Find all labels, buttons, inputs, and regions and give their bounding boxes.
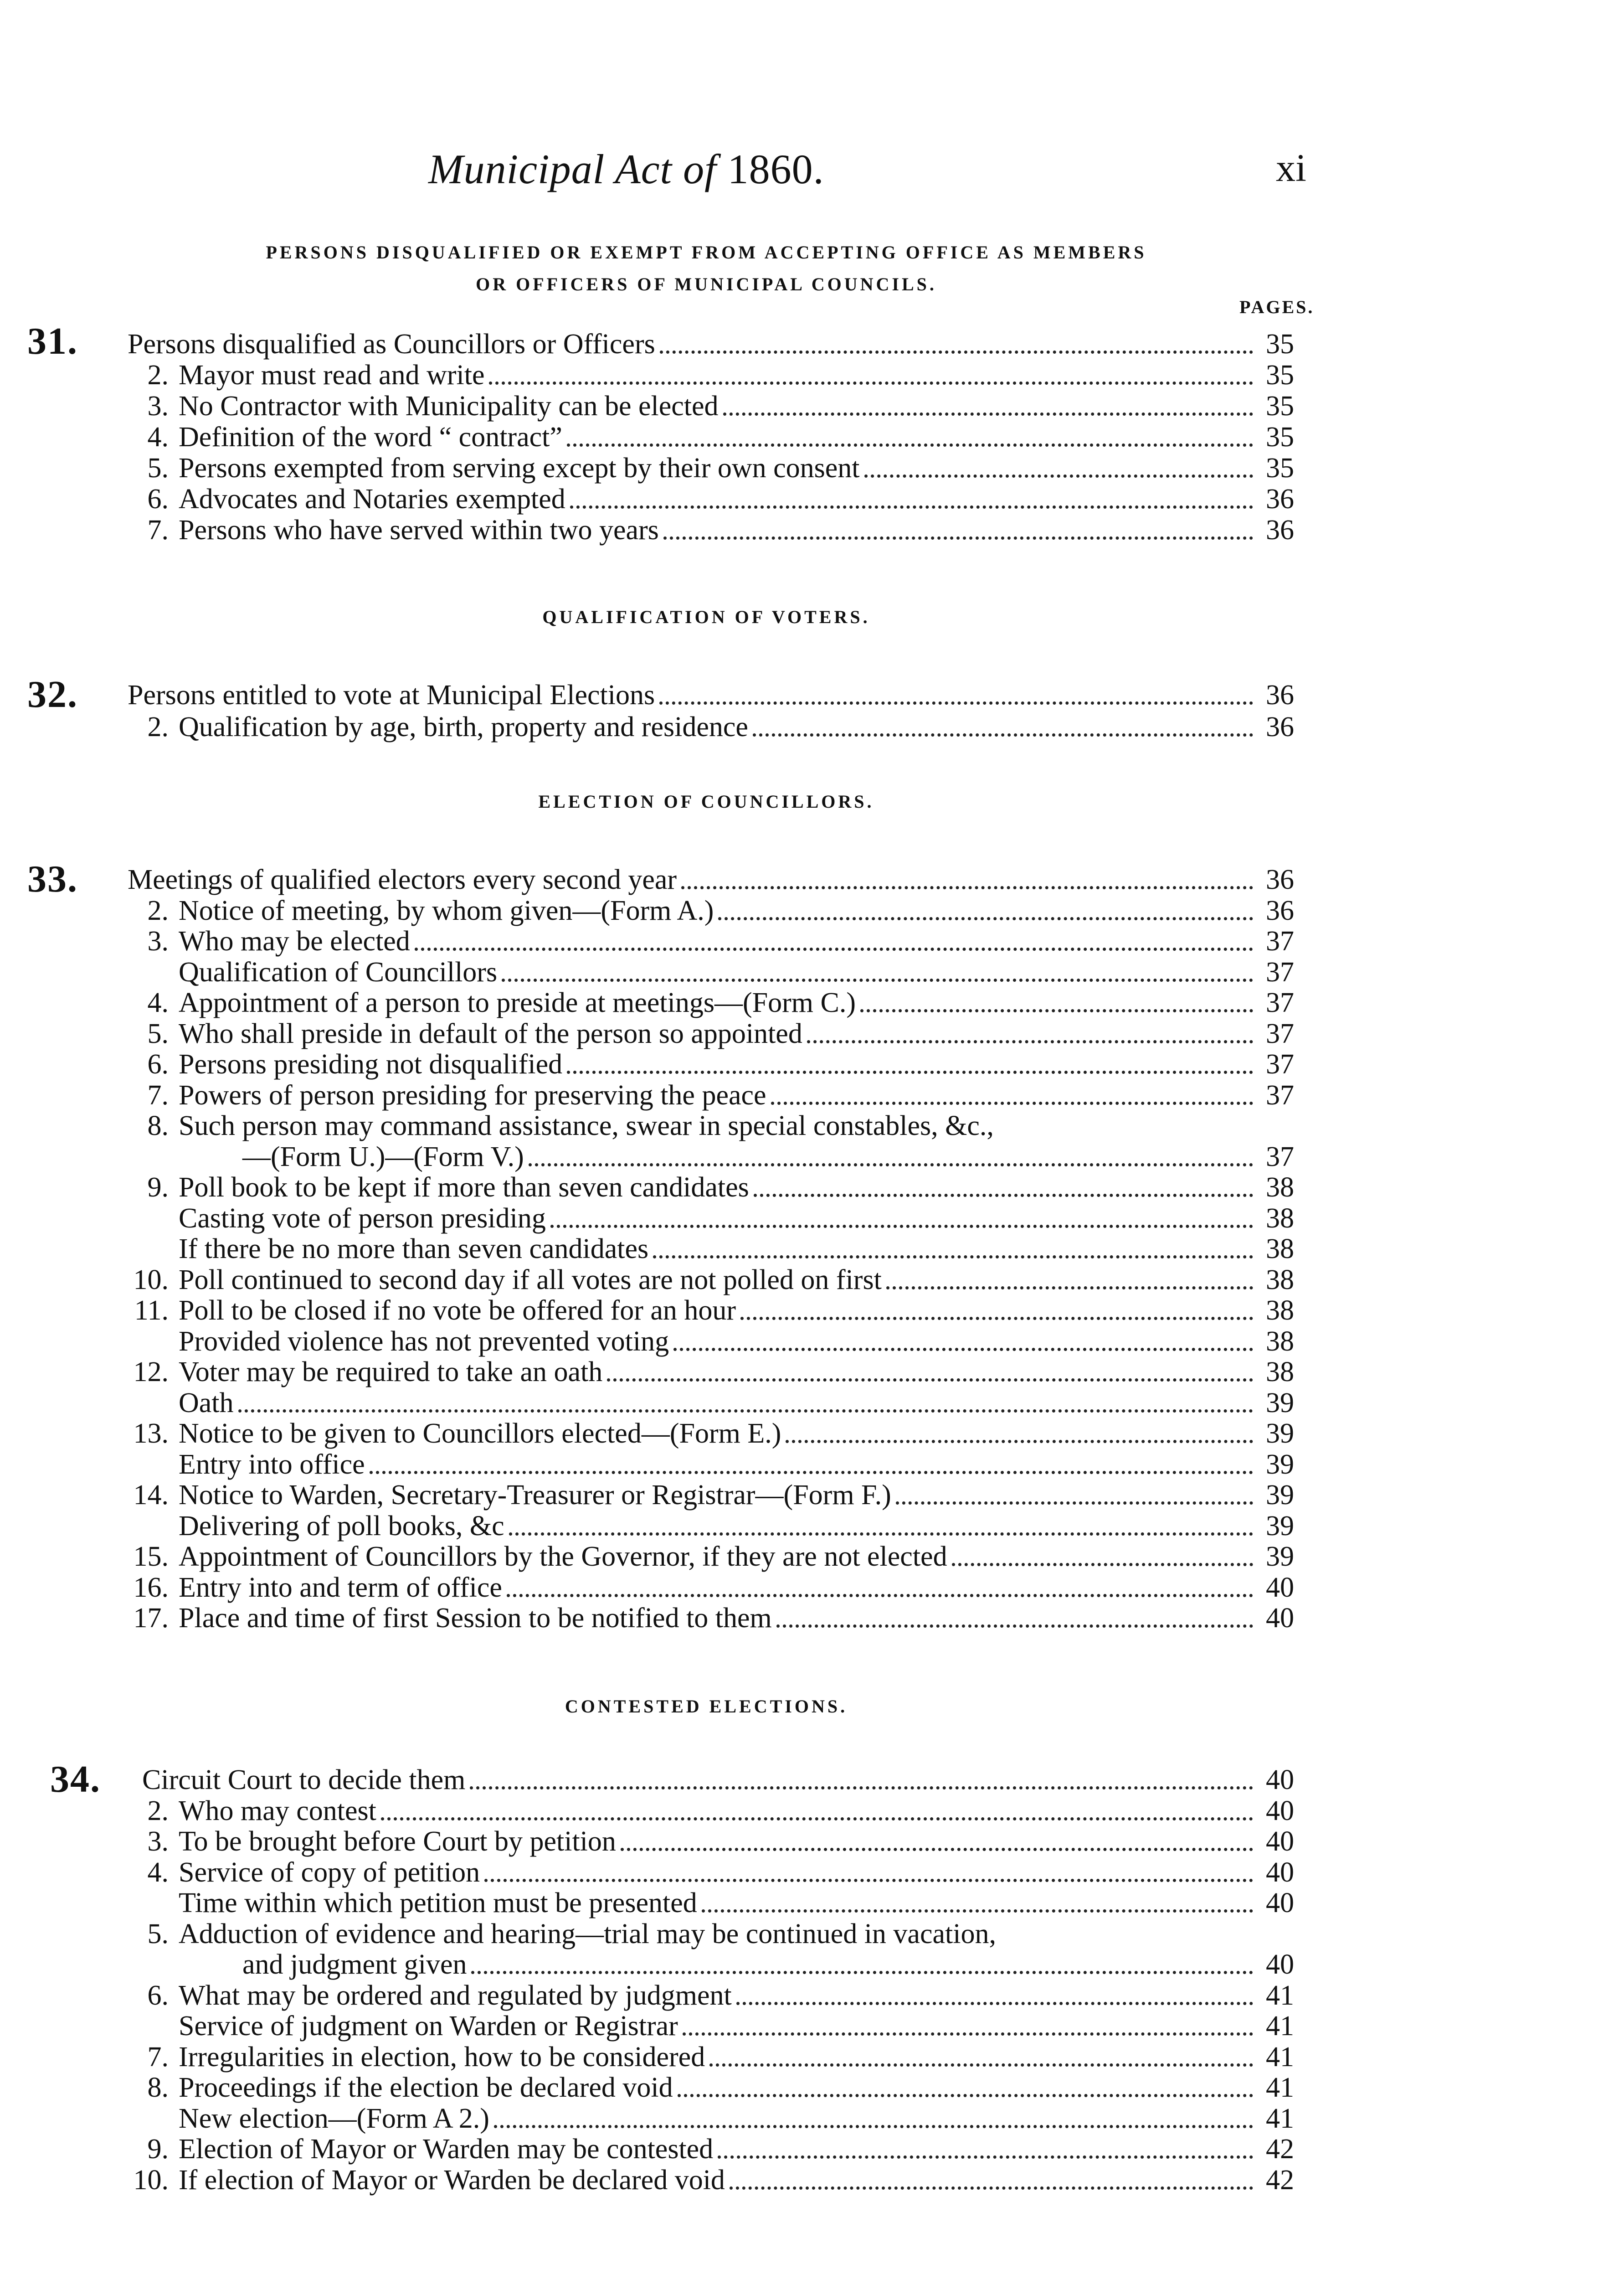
page-reference: 39 [1266, 1449, 1294, 1480]
toc-entry [114, 987, 1294, 1020]
pages-column-label: PAGES. [1239, 297, 1315, 317]
entry-text: Service of judgment on Warden or Registrar [179, 2011, 678, 2042]
page-reference: 40 [1266, 1949, 1294, 1980]
page-reference: 38 [1266, 1264, 1294, 1295]
entry-text: Notice to Warden, Secretary-Treasurer or Registrar—(Form F.) [179, 1480, 891, 1511]
dot-leader [471, 1971, 1253, 1974]
toc-entry [114, 1602, 1294, 1635]
entry-text: Poll to be closed if no vote be offered for an hour [179, 1295, 736, 1326]
running-head-title: Municipal Act of [428, 146, 717, 192]
entry-text: Entry into and term of office [179, 1572, 502, 1603]
dot-leader [567, 443, 1253, 447]
entry-number: 2. [147, 895, 169, 926]
page-reference: 35 [1266, 329, 1294, 360]
toc-entry [114, 1949, 1294, 1981]
toc-entry [114, 1887, 1294, 1920]
toc-entry [114, 1264, 1294, 1297]
section-heading: QUALIFICATION OF VOTERS. [542, 607, 870, 627]
entry-text: Powers of person presiding for preserving the peace [179, 1079, 766, 1111]
toc-entry [114, 895, 1294, 928]
entry-number: 13. [133, 1418, 169, 1449]
entry-text: Persons disqualified as Councillors or Officers [128, 329, 655, 360]
entry-text: Mayor must read and write [179, 360, 485, 391]
toc-entry [114, 328, 1294, 361]
entry-text: and judgment given [242, 1949, 467, 1980]
entry-number: 15. [133, 1541, 169, 1572]
entry-text: Poll continued to second day if all votes are not polled on first [179, 1264, 882, 1295]
entry-text: Who shall preside in default of the person so appointed [179, 1018, 802, 1049]
dot-leader [786, 1440, 1253, 1443]
entry-text: Appointment of Councillors by the Governor, if they are not elected [179, 1541, 947, 1572]
toc-entry [114, 1356, 1294, 1389]
toc-entry [114, 2072, 1294, 2104]
entry-text: Irregularities in election, how to be considered [179, 2041, 705, 2073]
entry-text: Definition of the word “ contract” [179, 422, 562, 453]
dot-leader [683, 2032, 1253, 2036]
entry-text: Poll book to be kept if more than seven candidates [179, 1172, 749, 1203]
entry-number: 5. [147, 1918, 169, 1949]
entry-text: Oath [179, 1387, 234, 1418]
entry-number: 2. [147, 712, 169, 742]
page-reference: 35 [1266, 391, 1294, 422]
entry-text: Circuit Court to decide them [142, 1764, 466, 1795]
page-reference: 37 [1266, 926, 1294, 957]
toc-entry [114, 956, 1294, 989]
toc-entry [114, 1541, 1294, 1573]
toc-entry [114, 1510, 1294, 1543]
page-reference: 35 [1266, 422, 1294, 453]
page-reference: 36 [1266, 680, 1294, 711]
entry-number: 5. [147, 1018, 169, 1049]
section-heading: ELECTION OF COUNCILLORS. [538, 791, 874, 812]
dot-leader [807, 1040, 1253, 1043]
dot-leader [754, 1194, 1253, 1197]
section-heading-continued: OR OFFICERS OF MUNICIPAL COUNCILS. [476, 274, 937, 294]
toc-entry [114, 2010, 1294, 2043]
dot-leader [381, 1817, 1253, 1820]
entry-number: 14. [133, 1480, 169, 1511]
dot-leader [718, 2155, 1253, 2159]
entry-text: Persons presiding not disqualified [179, 1049, 563, 1080]
page-reference: 36 [1266, 515, 1294, 546]
entry-text: Delivering of poll books, &c [179, 1510, 504, 1542]
entry-text: Place and time of first Session to be notified to them [179, 1603, 772, 1634]
dot-leader [702, 1909, 1253, 1913]
page-number: xi [1276, 146, 1306, 190]
page-reference: 37 [1266, 1018, 1294, 1049]
entry-number: 7. [147, 2041, 169, 2073]
page-reference: 37 [1266, 1049, 1294, 1080]
page-reference: 39 [1266, 1418, 1294, 1449]
toc-entry [114, 1048, 1294, 1081]
dot-leader [370, 1471, 1253, 1474]
entry-text: Proceedings if the election be declared void [179, 2072, 673, 2103]
dot-leader [653, 1255, 1253, 1258]
page-reference: 39 [1266, 1387, 1294, 1418]
page-reference: 40 [1266, 1795, 1294, 1826]
dot-leader [736, 2002, 1253, 2005]
toc-entry [114, 1387, 1294, 1420]
page-reference: 35 [1266, 453, 1294, 484]
section-number: 33. [27, 858, 78, 900]
toc-entry [114, 1171, 1294, 1204]
entry-number: 10. [133, 2164, 169, 2196]
dot-leader [860, 1009, 1253, 1012]
section-number: 34. [50, 1758, 101, 1800]
page-reference: 38 [1266, 1356, 1294, 1387]
page-reference: 36 [1266, 864, 1294, 895]
page-reference: 40 [1266, 1764, 1294, 1795]
toc-entry [114, 452, 1294, 485]
dot-leader [415, 948, 1253, 951]
entry-number: 5. [147, 453, 169, 484]
toc-entry [114, 679, 1294, 712]
toc-entry [114, 1764, 1294, 1797]
page-reference: 36 [1266, 895, 1294, 926]
entry-number: 8. [147, 2072, 169, 2103]
dot-leader [681, 886, 1253, 889]
page-reference: 38 [1266, 1233, 1294, 1264]
dot-leader [238, 1409, 1253, 1413]
entry-number: 3. [147, 926, 169, 957]
page-reference: 42 [1266, 2164, 1294, 2196]
entry-number: 6. [147, 1980, 169, 2011]
entry-number: 10. [133, 1264, 169, 1295]
dot-leader [753, 733, 1253, 737]
page-reference: 38 [1266, 1202, 1294, 1234]
entry-text: Entry into office [179, 1449, 365, 1480]
toc-entry [114, 925, 1294, 958]
toc-entry [114, 1418, 1294, 1450]
page-reference: 38 [1266, 1325, 1294, 1357]
toc-entry [114, 390, 1294, 423]
toc-entry [114, 1572, 1294, 1604]
toc-entry [114, 2164, 1294, 2197]
dot-leader [709, 2063, 1253, 2067]
dot-leader [660, 351, 1253, 354]
dot-leader [663, 536, 1253, 540]
entry-text: —(Form U.)—(Form V.) [242, 1141, 524, 1172]
entry-number: 4. [147, 987, 169, 1018]
toc-entry [114, 421, 1294, 454]
dot-leader [678, 2094, 1253, 2097]
toc-entry [114, 1918, 1294, 1951]
entry-number: 6. [147, 484, 169, 515]
entry-text: Qualification by age, birth, property and residence [179, 712, 748, 742]
page-reference: 37 [1266, 987, 1294, 1018]
toc-entry [114, 1479, 1294, 1512]
entry-number: 2. [147, 360, 169, 391]
dot-leader [864, 474, 1253, 478]
toc-entry [114, 1141, 1294, 1174]
dot-leader [502, 979, 1253, 982]
page-reference: 41 [1266, 2041, 1294, 2073]
dot-leader [607, 1378, 1253, 1382]
page-reference: 40 [1266, 1603, 1294, 1634]
toc-entry [114, 1980, 1294, 2012]
dot-leader [489, 382, 1253, 385]
page-reference: 40 [1266, 1887, 1294, 1918]
toc-entry [114, 483, 1294, 516]
entry-text: Appointment of a person to preside at meetings—(Form C.) [179, 987, 856, 1018]
entry-text: Notice of meeting, by whom given—(Form A.) [179, 895, 714, 926]
dot-leader [673, 1348, 1253, 1351]
entry-text: If there be no more than seven candidates [179, 1233, 649, 1264]
page-reference: 42 [1266, 2134, 1294, 2165]
page-reference: 40 [1266, 1856, 1294, 1888]
entry-text: To be brought before Court by petition [179, 1826, 616, 1857]
section-heading: CONTESTED ELECTIONS. [565, 1696, 848, 1717]
entry-text: Persons exempted from serving except by their own consent [179, 453, 860, 484]
entry-text: Who may be elected [179, 926, 410, 957]
dot-leader [771, 1102, 1253, 1105]
page-reference: 37 [1266, 956, 1294, 988]
entry-text: No Contractor with Municipality can be elected [179, 391, 719, 422]
toc-entry [114, 1110, 1294, 1143]
dot-leader [776, 1624, 1253, 1628]
running-head [428, 145, 824, 193]
dot-leader [567, 1071, 1253, 1074]
entry-text: Time within which petition must be presented [179, 1887, 697, 1918]
entry-text: Who may contest [179, 1795, 376, 1826]
toc-entry [114, 864, 1294, 897]
dot-leader [896, 1501, 1253, 1505]
section-number: 32. [27, 673, 78, 716]
toc-entry [114, 1294, 1294, 1327]
toc-entry [114, 1856, 1294, 1889]
dot-leader [509, 1532, 1253, 1536]
page-reference: 39 [1266, 1541, 1294, 1572]
page-reference: 36 [1266, 484, 1294, 515]
page-reference: 38 [1266, 1295, 1294, 1326]
entry-number: 3. [147, 1826, 169, 1857]
entry-number: 4. [147, 422, 169, 453]
toc-entry [114, 359, 1294, 392]
entry-text: Voter may be required to take an oath [179, 1356, 603, 1387]
dot-leader [723, 412, 1253, 416]
dot-leader [570, 505, 1253, 509]
dot-leader [740, 1317, 1253, 1320]
entry-number: 9. [147, 2134, 169, 2165]
toc-entry [114, 1079, 1294, 1112]
page-reference: 40 [1266, 1572, 1294, 1603]
entry-number: 4. [147, 1856, 169, 1888]
dot-leader [952, 1563, 1253, 1566]
dot-leader [470, 1786, 1253, 1789]
entry-text: Election of Mayor or Warden may be contested [179, 2134, 714, 2165]
dot-leader [718, 917, 1253, 920]
entry-text: Provided violence has not prevented voting [179, 1325, 669, 1357]
entry-number: 2. [147, 1795, 169, 1826]
entry-text: Advocates and Notaries exempted [179, 484, 565, 515]
toc-entry [114, 1018, 1294, 1051]
entry-number: 6. [147, 1049, 169, 1080]
toc-entry [114, 1825, 1294, 1858]
toc-entry [114, 1325, 1294, 1358]
entry-text: If election of Mayor or Warden be declared void [179, 2164, 725, 2196]
entry-text: Persons entitled to vote at Municipal Elections [128, 680, 655, 711]
toc-entry [114, 1449, 1294, 1481]
entry-number: 17. [133, 1603, 169, 1634]
entry-text: Qualification of Councillors [179, 956, 498, 988]
dot-leader [507, 1594, 1253, 1597]
entry-text: Casting vote of person presiding [179, 1202, 546, 1234]
entry-text: What may be ordered and regulated by judgment [179, 1980, 732, 2011]
entry-number: 3. [147, 391, 169, 422]
dot-leader [529, 1163, 1253, 1166]
entry-text: Adduction of evidence and hearing—trial may be continued in vacation, [179, 1918, 996, 1949]
dot-leader [550, 1225, 1253, 1228]
section-heading: PERSONS DISQUALIFIED OR EXEMPT FROM ACCEPTING OFFICE AS MEMBERS [266, 242, 1147, 263]
page-reference: 41 [1266, 2103, 1294, 2134]
toc-entry [114, 711, 1294, 744]
page-reference: 41 [1266, 1980, 1294, 2011]
page-reference: 39 [1266, 1480, 1294, 1511]
entry-number: 11. [134, 1295, 169, 1326]
entry-text: Meetings of qualified electors every second year [128, 864, 677, 895]
toc-entry [114, 514, 1294, 547]
entry-number: 9. [147, 1172, 169, 1203]
dot-leader [886, 1286, 1253, 1289]
entry-number: 8. [147, 1110, 169, 1141]
dot-leader [484, 1879, 1253, 1882]
page-reference: 40 [1266, 1826, 1294, 1857]
entry-text: Such person may command assistance, swear in special constables, &c., [179, 1110, 994, 1141]
page-reference: 37 [1266, 1141, 1294, 1172]
entry-text: New election—(Form A 2.) [179, 2103, 489, 2134]
toc-entry [114, 2041, 1294, 2074]
page-reference: 39 [1266, 1510, 1294, 1542]
dot-leader [659, 701, 1253, 705]
toc-entry [114, 2103, 1294, 2135]
entry-text: Persons who have served within two years [179, 515, 659, 546]
dot-leader [494, 2125, 1253, 2128]
section-number: 31. [27, 320, 78, 362]
entry-text: Notice to be given to Councillors elected—(Form E.) [179, 1418, 781, 1449]
toc-entry [114, 1795, 1294, 1828]
running-head-year: 1860. [727, 146, 824, 192]
entry-number: 16. [133, 1572, 169, 1603]
entry-number: 7. [147, 515, 169, 546]
toc-entry [114, 2133, 1294, 2166]
entry-number: 12. [133, 1356, 169, 1387]
page-reference: 36 [1266, 712, 1294, 742]
page-reference: 35 [1266, 360, 1294, 391]
page-reference: 41 [1266, 2072, 1294, 2103]
page-reference: 37 [1266, 1079, 1294, 1111]
toc-entry [114, 1233, 1294, 1266]
entry-text: Service of copy of petition [179, 1856, 480, 1888]
dot-leader [621, 1848, 1253, 1851]
page-reference: 41 [1266, 2011, 1294, 2042]
toc-entry [114, 1202, 1294, 1235]
entry-number: 7. [147, 1079, 169, 1111]
page-reference: 38 [1266, 1172, 1294, 1203]
dot-leader [730, 2186, 1253, 2190]
